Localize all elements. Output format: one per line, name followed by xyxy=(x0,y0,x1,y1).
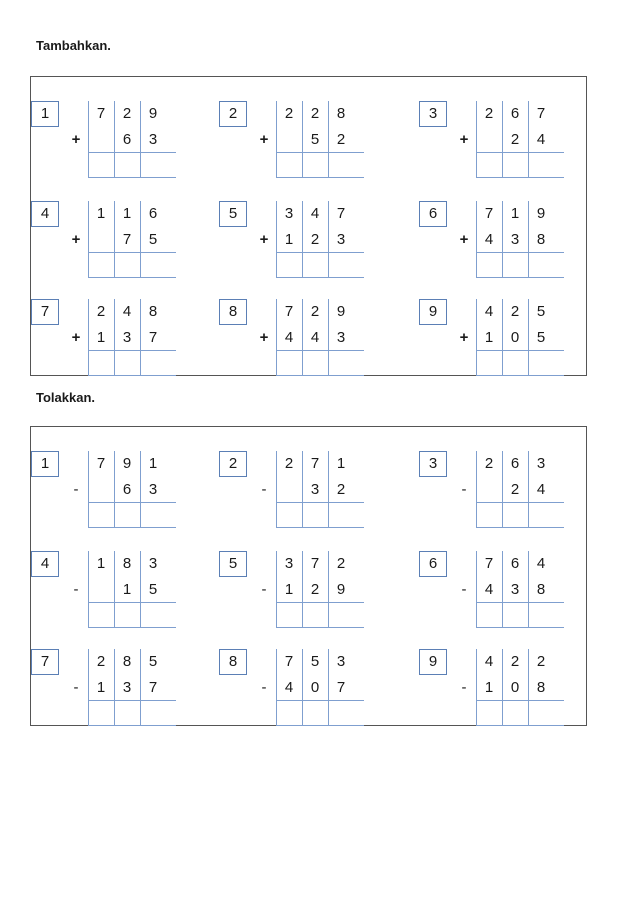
bottom-digit xyxy=(88,227,114,253)
answer-cell[interactable] xyxy=(502,153,528,176)
problem-number: 4 xyxy=(31,551,59,577)
plus-sign: + xyxy=(459,231,469,248)
minus-sign: - xyxy=(73,481,79,498)
minus-sign: - xyxy=(73,679,79,696)
top-digit: 1 xyxy=(96,205,106,222)
top-digit: 2 xyxy=(96,653,106,670)
problem-number: 9 xyxy=(419,299,447,325)
top-digit: 9 xyxy=(148,105,158,122)
top-digit: 7 xyxy=(310,555,320,572)
top-digit: 7 xyxy=(284,303,294,320)
bottom-digit: 6 xyxy=(122,131,132,148)
answer-cell[interactable] xyxy=(302,701,328,724)
problem-4 xyxy=(31,551,211,627)
top-digit: 5 xyxy=(310,653,320,670)
bottom-digit: 1 xyxy=(284,231,294,248)
top-digit: 2 xyxy=(510,653,520,670)
top-digit: 2 xyxy=(310,303,320,320)
bottom-digit: 1 xyxy=(284,581,294,598)
bottom-digit: 4 xyxy=(536,481,546,498)
bottom-digit: 2 xyxy=(336,131,346,148)
top-digit: 7 xyxy=(310,455,320,472)
problem-number: 8 xyxy=(219,649,247,675)
problem-number: 2 xyxy=(219,451,247,477)
top-digit: 5 xyxy=(536,303,546,320)
answer-cell[interactable] xyxy=(88,253,114,276)
answer-cell[interactable] xyxy=(140,153,166,176)
top-digit: 4 xyxy=(310,205,320,222)
top-digit: 2 xyxy=(284,105,294,122)
answer-cell[interactable] xyxy=(328,253,354,276)
problem-1 xyxy=(31,451,211,527)
top-digit: 5 xyxy=(148,653,158,670)
answer-cell[interactable] xyxy=(528,603,554,626)
answer-cell[interactable] xyxy=(140,351,166,374)
answer-line xyxy=(476,627,564,628)
answer-cell[interactable] xyxy=(328,603,354,626)
plus-sign: + xyxy=(259,231,269,248)
top-digit: 1 xyxy=(336,455,346,472)
top-digit: 7 xyxy=(484,205,494,222)
problem-3 xyxy=(419,101,599,177)
top-digit: 6 xyxy=(510,105,520,122)
answer-cell[interactable] xyxy=(328,503,354,526)
top-digit: 3 xyxy=(536,455,546,472)
answer-cell[interactable] xyxy=(476,701,502,724)
problem-number: 1 xyxy=(31,101,59,127)
bottom-digit: 4 xyxy=(536,131,546,148)
top-digit: 2 xyxy=(310,105,320,122)
problem-number: 6 xyxy=(419,201,447,227)
problem-number: 3 xyxy=(419,101,447,127)
answer-cell[interactable] xyxy=(114,253,140,276)
answer-cell[interactable] xyxy=(476,253,502,276)
plus-sign: + xyxy=(459,329,469,346)
top-digit: 2 xyxy=(510,303,520,320)
top-digit: 8 xyxy=(122,653,132,670)
top-digit: 4 xyxy=(122,303,132,320)
top-digit: 7 xyxy=(284,653,294,670)
answer-cell[interactable] xyxy=(328,153,354,176)
answer-cell[interactable] xyxy=(88,153,114,176)
bottom-digit xyxy=(476,477,502,503)
answer-cell[interactable] xyxy=(276,351,302,374)
problem-4 xyxy=(31,201,211,277)
top-digit: 9 xyxy=(122,455,132,472)
answer-cell[interactable] xyxy=(528,253,554,276)
problem-number: 5 xyxy=(219,551,247,577)
bottom-digit: 7 xyxy=(148,679,158,696)
answer-line xyxy=(276,527,364,528)
bottom-digit: 2 xyxy=(510,131,520,148)
bottom-digit: 2 xyxy=(336,481,346,498)
answer-cell[interactable] xyxy=(502,253,528,276)
answer-cell[interactable] xyxy=(528,701,554,724)
bottom-digit: 9 xyxy=(336,581,346,598)
answer-cell[interactable] xyxy=(476,351,502,374)
minus-sign: - xyxy=(261,679,267,696)
minus-sign: - xyxy=(461,581,467,598)
top-digit: 8 xyxy=(148,303,158,320)
top-digit: 1 xyxy=(510,205,520,222)
top-digit: 6 xyxy=(148,205,158,222)
bottom-digit: 4 xyxy=(310,329,320,346)
top-digit: 7 xyxy=(336,205,346,222)
bottom-digit: 3 xyxy=(122,329,132,346)
top-digit: 9 xyxy=(336,303,346,320)
plus-sign: + xyxy=(71,131,81,148)
bottom-digit: 4 xyxy=(484,231,494,248)
answer-cell[interactable] xyxy=(114,701,140,724)
top-digit: 3 xyxy=(148,555,158,572)
problem-6 xyxy=(419,201,599,277)
problem-6 xyxy=(419,551,599,627)
top-digit: 4 xyxy=(536,555,546,572)
answer-cell[interactable] xyxy=(476,503,502,526)
minus-sign: - xyxy=(461,679,467,696)
answer-cell[interactable] xyxy=(476,153,502,176)
bottom-digit: 3 xyxy=(310,481,320,498)
answer-cell[interactable] xyxy=(528,153,554,176)
problem-7 xyxy=(31,299,211,375)
top-digit: 8 xyxy=(122,555,132,572)
problem-2 xyxy=(219,451,399,527)
problem-8 xyxy=(219,299,399,375)
top-digit: 7 xyxy=(536,105,546,122)
bottom-digit: 1 xyxy=(484,679,494,696)
problem-8 xyxy=(219,649,399,725)
bottom-digit: 3 xyxy=(510,231,520,248)
bottom-digit: 0 xyxy=(310,679,320,696)
top-digit: 7 xyxy=(484,555,494,572)
answer-line xyxy=(276,277,364,278)
bottom-digit: 2 xyxy=(310,231,320,248)
answer-cell[interactable] xyxy=(114,503,140,526)
top-digit: 1 xyxy=(148,455,158,472)
problem-7 xyxy=(31,649,211,725)
bottom-digit: 5 xyxy=(148,231,158,248)
answer-line xyxy=(276,627,364,628)
answer-cell[interactable] xyxy=(140,503,166,526)
top-digit: 1 xyxy=(122,205,132,222)
top-digit: 1 xyxy=(96,555,106,572)
problem-1 xyxy=(31,101,211,177)
top-digit: 8 xyxy=(336,105,346,122)
plus-sign: + xyxy=(259,329,269,346)
answer-cell[interactable] xyxy=(88,701,114,724)
bottom-digit: 0 xyxy=(510,679,520,696)
bottom-digit: 5 xyxy=(536,329,546,346)
top-digit: 7 xyxy=(96,455,106,472)
top-digit: 2 xyxy=(96,303,106,320)
problem-9 xyxy=(419,299,599,375)
top-digit: 3 xyxy=(284,555,294,572)
subtraction-heading: Tolakkan. xyxy=(36,390,96,405)
bottom-digit: 4 xyxy=(284,679,294,696)
bottom-digit xyxy=(88,577,114,603)
bottom-digit: 1 xyxy=(484,329,494,346)
answer-line xyxy=(476,277,564,278)
answer-cell[interactable] xyxy=(502,351,528,374)
bottom-digit: 3 xyxy=(148,481,158,498)
answer-cell[interactable] xyxy=(502,701,528,724)
answer-cell[interactable] xyxy=(528,503,554,526)
answer-cell[interactable] xyxy=(276,503,302,526)
answer-cell[interactable] xyxy=(276,253,302,276)
top-digit: 9 xyxy=(536,205,546,222)
top-digit: 3 xyxy=(284,205,294,222)
problem-number: 9 xyxy=(419,649,447,675)
bottom-digit: 5 xyxy=(310,131,320,148)
bottom-digit: 3 xyxy=(336,231,346,248)
answer-line xyxy=(88,725,176,726)
top-digit: 4 xyxy=(484,653,494,670)
answer-line xyxy=(276,375,364,376)
problem-5 xyxy=(219,201,399,277)
bottom-digit: 7 xyxy=(148,329,158,346)
bottom-digit: 0 xyxy=(510,329,520,346)
plus-sign: + xyxy=(71,329,81,346)
top-digit: 3 xyxy=(336,653,346,670)
top-digit: 2 xyxy=(536,653,546,670)
plus-sign: + xyxy=(259,131,269,148)
answer-cell[interactable] xyxy=(502,603,528,626)
bottom-digit: 4 xyxy=(284,329,294,346)
bottom-digit xyxy=(276,477,302,503)
bottom-digit: 8 xyxy=(536,231,546,248)
top-digit: 6 xyxy=(510,555,520,572)
answer-cell[interactable] xyxy=(302,603,328,626)
answer-line xyxy=(88,527,176,528)
answer-line xyxy=(276,177,364,178)
minus-sign: - xyxy=(461,481,467,498)
problem-number: 7 xyxy=(31,649,59,675)
subtraction-section xyxy=(30,426,587,726)
problem-number: 3 xyxy=(419,451,447,477)
answer-cell[interactable] xyxy=(114,153,140,176)
problem-number: 5 xyxy=(219,201,247,227)
bottom-digit: 5 xyxy=(148,581,158,598)
answer-cell[interactable] xyxy=(502,503,528,526)
problem-3 xyxy=(419,451,599,527)
bottom-digit xyxy=(476,127,502,153)
answer-cell[interactable] xyxy=(528,351,554,374)
addition-section xyxy=(30,76,587,376)
answer-cell[interactable] xyxy=(302,153,328,176)
answer-cell[interactable] xyxy=(88,503,114,526)
answer-line xyxy=(476,527,564,528)
problem-9 xyxy=(419,649,599,725)
answer-cell[interactable] xyxy=(276,153,302,176)
bottom-digit xyxy=(276,127,302,153)
problem-number: 1 xyxy=(31,451,59,477)
bottom-digit: 1 xyxy=(96,329,106,346)
top-digit: 2 xyxy=(284,455,294,472)
problem-number: 7 xyxy=(31,299,59,325)
answer-cell[interactable] xyxy=(276,701,302,724)
bottom-digit: 3 xyxy=(510,581,520,598)
top-digit: 6 xyxy=(510,455,520,472)
answer-cell[interactable] xyxy=(328,351,354,374)
problem-number: 2 xyxy=(219,101,247,127)
bottom-digit: 1 xyxy=(122,581,132,598)
bottom-digit xyxy=(88,127,114,153)
plus-sign: + xyxy=(459,131,469,148)
top-digit: 2 xyxy=(484,455,494,472)
answer-line xyxy=(88,177,176,178)
answer-cell[interactable] xyxy=(302,351,328,374)
plus-sign: + xyxy=(71,231,81,248)
bottom-digit: 8 xyxy=(536,679,546,696)
answer-cell[interactable] xyxy=(88,351,114,374)
bottom-digit: 7 xyxy=(336,679,346,696)
answer-cell[interactable] xyxy=(302,503,328,526)
answer-cell[interactable] xyxy=(328,701,354,724)
bottom-digit: 8 xyxy=(536,581,546,598)
top-digit: 2 xyxy=(484,105,494,122)
problem-number: 6 xyxy=(419,551,447,577)
problem-number: 8 xyxy=(219,299,247,325)
answer-cell[interactable] xyxy=(476,603,502,626)
bottom-digit: 7 xyxy=(122,231,132,248)
top-digit: 2 xyxy=(122,105,132,122)
answer-line xyxy=(476,725,564,726)
minus-sign: - xyxy=(261,581,267,598)
answer-cell[interactable] xyxy=(140,603,166,626)
bottom-digit xyxy=(88,477,114,503)
answer-line xyxy=(88,277,176,278)
top-digit: 4 xyxy=(484,303,494,320)
answer-cell[interactable] xyxy=(276,603,302,626)
bottom-digit: 3 xyxy=(122,679,132,696)
bottom-digit: 3 xyxy=(148,131,158,148)
answer-cell[interactable] xyxy=(140,253,166,276)
minus-sign: - xyxy=(73,581,79,598)
answer-cell[interactable] xyxy=(140,701,166,724)
answer-cell[interactable] xyxy=(88,603,114,626)
answer-line xyxy=(88,627,176,628)
minus-sign: - xyxy=(261,481,267,498)
answer-line xyxy=(476,375,564,376)
problem-5 xyxy=(219,551,399,627)
bottom-digit: 1 xyxy=(96,679,106,696)
bottom-digit: 2 xyxy=(310,581,320,598)
answer-cell[interactable] xyxy=(114,351,140,374)
bottom-digit: 2 xyxy=(510,481,520,498)
problem-2 xyxy=(219,101,399,177)
top-digit: 2 xyxy=(336,555,346,572)
bottom-digit: 4 xyxy=(484,581,494,598)
answer-line xyxy=(88,375,176,376)
addition-heading: Tambahkan. xyxy=(36,38,111,53)
answer-line xyxy=(276,725,364,726)
bottom-digit: 3 xyxy=(336,329,346,346)
problem-number: 4 xyxy=(31,201,59,227)
bottom-digit: 6 xyxy=(122,481,132,498)
answer-cell[interactable] xyxy=(302,253,328,276)
answer-line xyxy=(476,177,564,178)
answer-cell[interactable] xyxy=(114,603,140,626)
top-digit: 7 xyxy=(96,105,106,122)
